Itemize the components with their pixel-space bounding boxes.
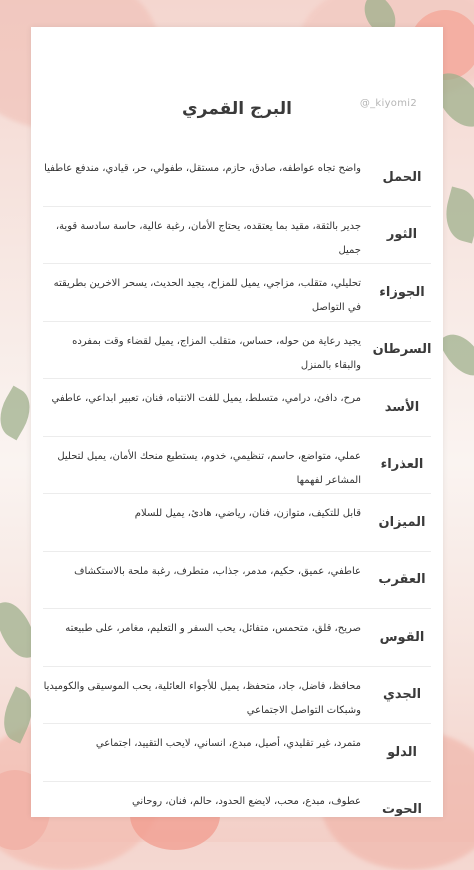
sign-description: واضح تجاه عواطفه، صادق، حازم، مستقل، طفولي، حر، قيادي، مندفع عاطفيا <box>44 163 361 174</box>
sign-description: يجيد رعاية من حوله، حساس، متقلب المزاج، يميل لقضاء وقت بمفرده والبقاء بالمنزل <box>72 335 361 371</box>
sign-name: الدلو <box>387 744 417 760</box>
list-item <box>43 207 431 265</box>
author-handle: @_kiyomi2 <box>359 98 417 109</box>
list-item <box>43 552 431 610</box>
sign-description: مرح، دافئ، درامي، متسلط، يميل للفت الانتباه، فنان، تعبير ابداعي، عاطفي <box>51 393 361 404</box>
sign-name: الحوت <box>382 802 422 818</box>
list-item <box>43 149 431 207</box>
list-item <box>43 782 431 839</box>
content-card <box>31 27 443 817</box>
list-item <box>43 379 431 437</box>
list-item <box>43 667 431 725</box>
sign-description: عاطفي، عميق، حكيم، مدمر، جذاب، متطرف، رغبة ملحة بالاستكشاف <box>74 565 361 577</box>
sign-name: الأسد <box>384 399 420 415</box>
sign-name: الجدي <box>382 687 422 703</box>
sign-description: قابل للتكيف، متوازن، فنان، رياضي، هادئ، يميل للسلام <box>134 508 361 519</box>
page-title: البرج القمري <box>182 99 292 119</box>
sign-name: السرطان <box>372 342 432 358</box>
list-item <box>43 609 431 667</box>
sign-description: عطوف، مبدع، محب، لايضع الحدود، حالم، فنان، روحاني <box>132 795 361 807</box>
sign-name: الجوزاء <box>379 284 425 300</box>
list-item <box>43 322 431 380</box>
sign-name: الثور <box>386 227 418 243</box>
sign-name: الحمل <box>382 169 422 185</box>
sign-name: الميزان <box>378 514 426 530</box>
sign-description: تحليلي، متقلب، مزاجي، يميل للمزاح، يجيد الحديث، يسحر الاخرين بطريقته في التواصل <box>53 278 361 313</box>
sign-name: العقرب <box>378 572 426 588</box>
signs-list <box>43 149 431 838</box>
list-item <box>43 494 431 552</box>
list-item <box>43 724 431 782</box>
sign-description: محافظ، فاضل، جاد، متحفظ، يميل للأجواء العائلية، يحب الموسيقى والكوميديا وشبكات التواصل الاجتماعي <box>43 680 361 716</box>
sign-description: جدير بالثقة، مقيد بما يعتقده، يحتاج الأمان، رغبة عالية، حاسة سادسة قوية، جميل <box>55 220 361 256</box>
sign-description: صريح، قلق، متحمس، متفائل، يحب السفر و التعليم، مغامر، على طبيعته <box>65 623 361 634</box>
sign-description: عملي، متواضع، حاسم، تنظيمي، خدوم، يستطيع منحك الأمان، يميل لتحليل المشاعر لفهمها <box>57 450 361 486</box>
sign-name: العذراء <box>380 457 424 473</box>
list-item <box>43 437 431 495</box>
sign-description: متمرد، غير تقليدي، أصيل، مبدع، انساني، لايحب التقييد، اجتماعي <box>95 738 361 749</box>
list-item <box>43 264 431 322</box>
sign-name: القوس <box>379 629 425 645</box>
